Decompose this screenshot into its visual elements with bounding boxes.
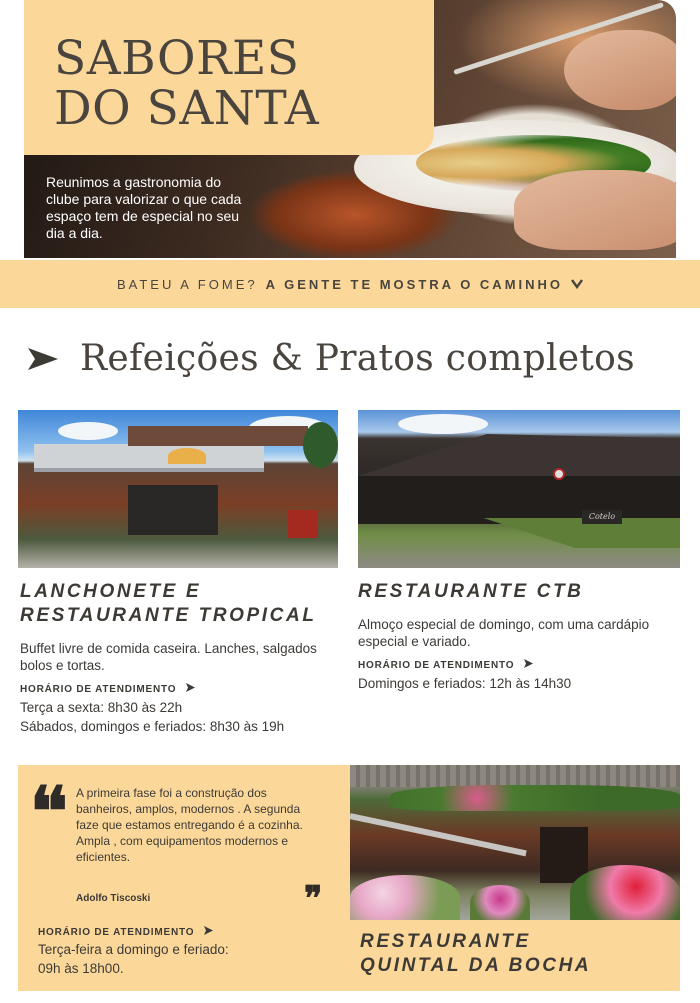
quote-author: Adolfo Tiscoski [76,893,151,904]
quintal-title [360,930,591,978]
quintal-photo [350,765,680,920]
cloud-shape [398,414,488,434]
hours-line: Sábados, domingos e feriados: 8h30 às 19h [20,719,285,734]
ctb-hours-label [358,659,533,671]
hours-label-text: HORÁRIO DE ATENDIMENTO [20,684,177,695]
title-box [24,0,434,155]
hours-line: Terça-feira a domingo e feriado: [38,942,229,957]
tropical-description: Buffet livre de comida caseira. Lanches, salgados bolos e tortas. [20,641,317,673]
quote-text: A primeira fase foi a construção dos banheiros, amplos, modernos . A segunda faze que estamos entregando é a cozinha. Ampla , com equipamentos modernos e eficientes. [76,786,303,864]
section-title: Refeições & Pratos completos [80,338,635,379]
roof-shape [128,426,308,446]
quintal-hours [38,940,229,978]
chevron-right-icon [204,927,213,937]
hours-label-text: HORÁRIO DE ATENDIMENTO [38,927,195,938]
ctb-title: RESTAURANTE CTB [358,581,584,602]
tagline-lead: BATEU A FOME? [116,276,258,292]
hero-banner [24,0,676,258]
tropical-title [20,580,317,628]
quote-close-icon: ❞ [304,879,320,919]
hand-image [514,170,676,250]
chevron-right-icon [186,684,195,694]
page-title [54,31,320,136]
hours-line: Domingos e feriados: 12h às 14h30 [358,676,572,691]
tagline-strong: A GENTE TE MOSTRA O CAMINHO [265,276,564,292]
sun-logo-icon [168,448,206,464]
roof-shape [358,434,680,476]
hand-image [564,30,676,110]
window-shape [128,485,218,535]
title-line: RESTAURANTE TROPICAL [20,605,317,626]
ctb-sign: Cotelo [582,510,622,524]
title-line: QUINTAL DA BOCHA [360,955,592,976]
tropical-photo [18,410,338,568]
tree-shape [303,422,338,468]
arrow-right-icon [28,348,58,370]
title-line: SABORES [54,31,300,86]
quote-open-icon: ❛❛ [30,772,62,852]
hours-line: 09h às 18h00. [38,961,124,976]
hours-label-text: HORÁRIO DE ATENDIMENTO [358,660,515,671]
roof-shape [34,444,264,472]
roof-shape [350,765,680,787]
tagline-banner [0,260,700,308]
sign-icon [553,468,565,480]
door-shape [288,510,318,538]
hours-line: Terça a sexta: 8h30 às 22h [20,700,183,715]
tropical-hours-label [20,683,195,695]
tropical-hours [20,698,284,736]
cloud-shape [58,422,118,440]
title-line: DO SANTA [54,81,320,136]
section-heading [28,338,635,379]
title-line: RESTAURANTE [360,931,531,952]
quintal-hours-label [38,926,213,938]
title-line: LANCHONETE E [20,581,202,602]
ctb-photo [358,410,680,568]
flowers-shape [350,875,460,920]
ctb-hours [358,674,571,693]
flowers-shape [570,865,680,920]
flowers-shape [470,885,530,920]
chevron-down-icon [571,277,583,292]
chevron-right-icon [524,660,533,670]
hero-intro-text: Reunimos a gastronomia do clube para valorizar o que cada espaço tem de especial no seu dia a dia. [46,174,242,241]
vine-shape [390,785,680,811]
ctb-description: Almoço especial de domingo, com uma cardápio especial e variado. [358,617,650,649]
railing-shape [350,813,527,856]
facade-shape [358,476,680,524]
